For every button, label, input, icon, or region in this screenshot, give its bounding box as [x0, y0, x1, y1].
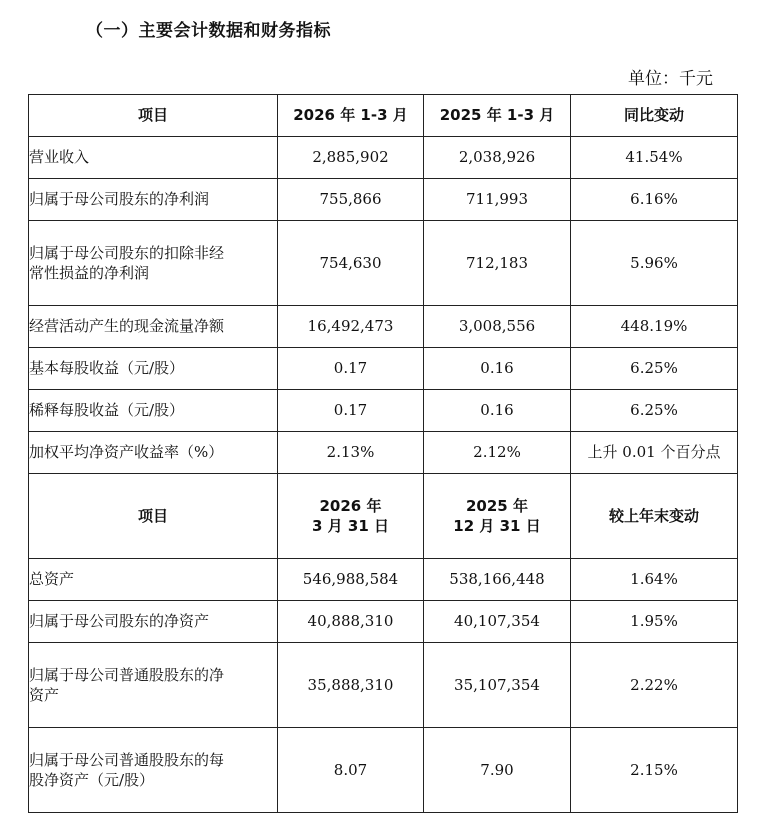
- table-row: [29, 643, 738, 728]
- row-label: 稀释每股收益（元/股）: [29, 390, 278, 432]
- row-change: 上升 0.01 个百分点: [571, 432, 738, 474]
- row-label: 归属于母公司股东的净利润: [29, 179, 278, 221]
- row-label: 加权平均净资产收益率（%）: [29, 432, 278, 474]
- header-current-date: [278, 474, 424, 559]
- header-item: 项目: [29, 95, 278, 137]
- row-label-line: 股净资产（元/股）: [29, 771, 155, 789]
- row-current: 755,866: [278, 179, 424, 221]
- table-row: [29, 559, 738, 601]
- row-previous: 2,038,926: [424, 137, 571, 179]
- header-line: 2025 年: [466, 496, 528, 515]
- row-current: 754,630: [278, 221, 424, 306]
- header-line: 3 月 31 日: [312, 517, 389, 535]
- header-item: 项目: [29, 474, 278, 559]
- table-row: [29, 179, 738, 221]
- row-previous: 538,166,448: [424, 559, 571, 601]
- row-previous: 711,993: [424, 179, 571, 221]
- row-current: 40,888,310: [278, 601, 424, 643]
- row-label: [29, 221, 278, 306]
- row-label: 营业收入: [29, 137, 278, 179]
- row-change: 5.96%: [571, 221, 738, 306]
- row-change: 6.25%: [571, 390, 738, 432]
- row-label: 总资产: [29, 559, 278, 601]
- row-change: 2.22%: [571, 643, 738, 728]
- row-previous: 2.12%: [424, 432, 571, 474]
- table-row: [29, 728, 738, 813]
- row-previous: 0.16: [424, 348, 571, 390]
- row-change: 1.64%: [571, 559, 738, 601]
- row-change: 2.15%: [571, 728, 738, 813]
- table-row: [29, 221, 738, 306]
- row-previous: 3,008,556: [424, 306, 571, 348]
- row-current: 546,988,584: [278, 559, 424, 601]
- row-previous: 0.16: [424, 390, 571, 432]
- row-change: 41.54%: [571, 137, 738, 179]
- section-title: （一）主要会计数据和财务指标: [86, 21, 331, 41]
- row-current: 35,888,310: [278, 643, 424, 728]
- row-label-line: 归属于母公司普通股股东的每: [29, 750, 225, 769]
- table-row: [29, 432, 738, 474]
- row-label: 归属于母公司股东的净资产: [29, 601, 278, 643]
- row-label: 基本每股收益（元/股）: [29, 348, 278, 390]
- row-change: 448.19%: [571, 306, 738, 348]
- row-label: [29, 728, 278, 813]
- row-label-line: 常性损益的净利润: [29, 264, 150, 282]
- row-label-line: 归属于母公司普通股股东的净: [29, 665, 225, 684]
- row-previous: 7.90: [424, 728, 571, 813]
- table-row: [29, 390, 738, 432]
- row-label-line: 归属于母公司股东的扣除非经: [29, 243, 225, 262]
- table-header-row: [29, 95, 738, 137]
- header-change-vs-year-end: 较上年末变动: [571, 474, 738, 559]
- row-label: 经营活动产生的现金流量净额: [29, 306, 278, 348]
- row-previous: 40,107,354: [424, 601, 571, 643]
- table-header-row: [29, 474, 738, 559]
- row-current: 8.07: [278, 728, 424, 813]
- row-change: 1.95%: [571, 601, 738, 643]
- row-current: 16,492,473: [278, 306, 424, 348]
- row-change: 6.25%: [571, 348, 738, 390]
- header-current-period: 2026 年 1-3 月: [278, 95, 424, 137]
- header-line: 2026 年: [319, 496, 382, 515]
- header-yoy-change: 同比变动: [571, 95, 738, 137]
- unit-label: 单位：千元: [628, 69, 713, 89]
- header-previous-period: 2025 年 1-3 月: [424, 95, 571, 137]
- row-current: 2,885,902: [278, 137, 424, 179]
- row-previous: 35,107,354: [424, 643, 571, 728]
- row-previous: 712,183: [424, 221, 571, 306]
- row-label-line: 资产: [29, 686, 60, 704]
- row-change: 6.16%: [571, 179, 738, 221]
- row-current: 0.17: [278, 390, 424, 432]
- table-row: [29, 601, 738, 643]
- table-row: [29, 306, 738, 348]
- row-label: [29, 643, 278, 728]
- row-current: 2.13%: [278, 432, 424, 474]
- financial-indicators-table: [28, 94, 738, 813]
- header-line: 12 月 31 日: [453, 517, 541, 535]
- row-current: 0.17: [278, 348, 424, 390]
- table-row: [29, 348, 738, 390]
- table-row: [29, 137, 738, 179]
- header-previous-date: [424, 474, 571, 559]
